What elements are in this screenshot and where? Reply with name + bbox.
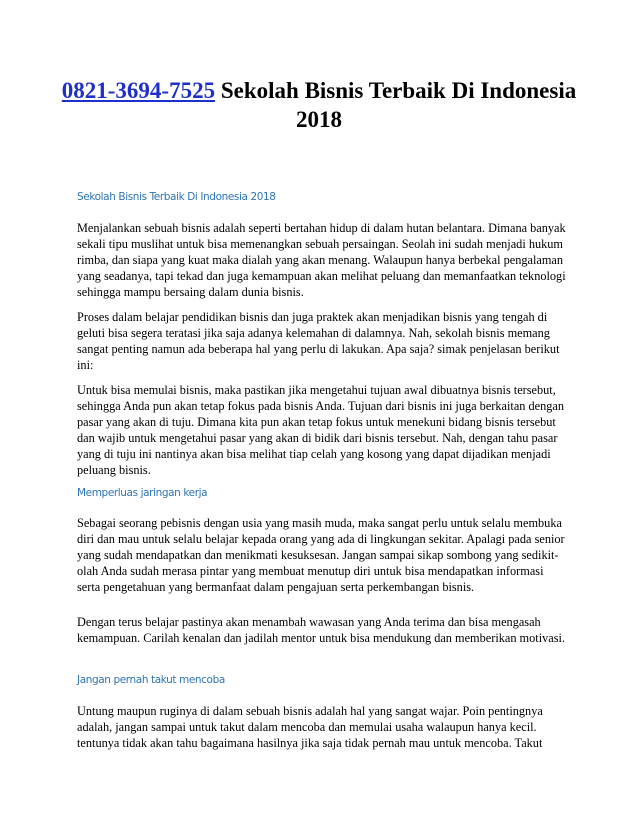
- section-heading: Jangan pernah takut mencoba: [77, 674, 225, 686]
- section-heading: Memperluas jaringan kerja: [77, 487, 208, 499]
- paragraph: Sebagai seorang pebisnis dengan usia yang masih muda, maka sangat perlu untuk selalu membuka diri dan mau untuk selalu belajar kepada orang yang ada di lingkungan sekitar. Apalagi pada senior yang sudah mendapatkan dan menikmati kesuksesan. Jangan sampai sikap sombong yang sedikit- olah Anda sudah merasa pintar yang membuat menutup diri untuk bisa mendapatkan informasi serta pengetahuan yang bermanfaat dalam pengajuan serta perkembangan bisnis.: [77, 516, 565, 594]
- section-heading: Sekolah Bisnis Terbaik Di Indonesia 2018: [77, 191, 276, 203]
- paragraph: Dengan terus belajar pastinya akan menambah wawasan yang Anda terima dan bisa mengasah kemampuan. Carilah kenalan dan jadilah mentor untuk bisa mendukung dan memberikan motivasi.: [77, 615, 565, 645]
- paragraph: Untuk bisa memulai bisnis, maka pastikan jika mengetahui tujuan awal dibuatnya bisnis tersebut, sehingga Anda pun akan tetap fokus pada bisnis Anda. Tujuan dari bisnis ini juga berkaitan dengan pasar yang akan di tuju. Dimana kita pun akan tetap fokus untuk menekuni bidang bisnis tersebut dan wajib untuk mengetahui pasar yang akan di bidik dari bisnis tersebut. Nah, dengan tahu pasar yang di tuju ini nantinya akan bisa melihat tiap celah yang kosong yang dapat dijadikan menjadi peluang bisnis.: [77, 383, 565, 477]
- phone-link[interactable]: 0821-3694-7525: [61, 78, 216, 103]
- paragraph: Untung maupun ruginya di dalam sebuah bisnis adalah hal yang sangat wajar. Poin pentingnya adalah, jangan sampai untuk takut dalam mencoba dan memulai usaha walaupun hanya kecil. tentunya tidak akan tahu bagaimana hasilnya jika saja tidak pernah mau untuk mencoba. Takut: [77, 704, 543, 750]
- title-text: Sekolah Bisnis Terbaik Di Indonesia 2018: [215, 78, 577, 132]
- paragraph: Menjalankan sebuah bisnis adalah seperti bertahan hidup di dalam hutan belantara. Dimana banyak sekali tipu muslihat untuk bisa memenangkan sebuah persaingan. Seolah ini sudah menjadi hukum rimba, dan siapa yang kuat maka dialah yang akan menang. Walaupun hanya berbekal pengalaman yang seadanya, tapi tekad dan juga kemampuan akan melihat peluang dan memanfaatkan teknologi sehingga mampu bersaing dalam dunia bisnis.: [77, 221, 566, 299]
- paragraph: Proses dalam belajar pendidikan bisnis dan juga praktek akan menjadikan bisnis yang tengah di geluti bisa segera teratasi jika saja adanya kelemahan di dalamnya. Nah, sekolah bisnis memang sangat penting namun ada beberapa hal yang perlu di lakukan. Apa saja? simak penjelasan berikut ini:: [77, 310, 560, 372]
- page-title: [60, 76, 578, 134]
